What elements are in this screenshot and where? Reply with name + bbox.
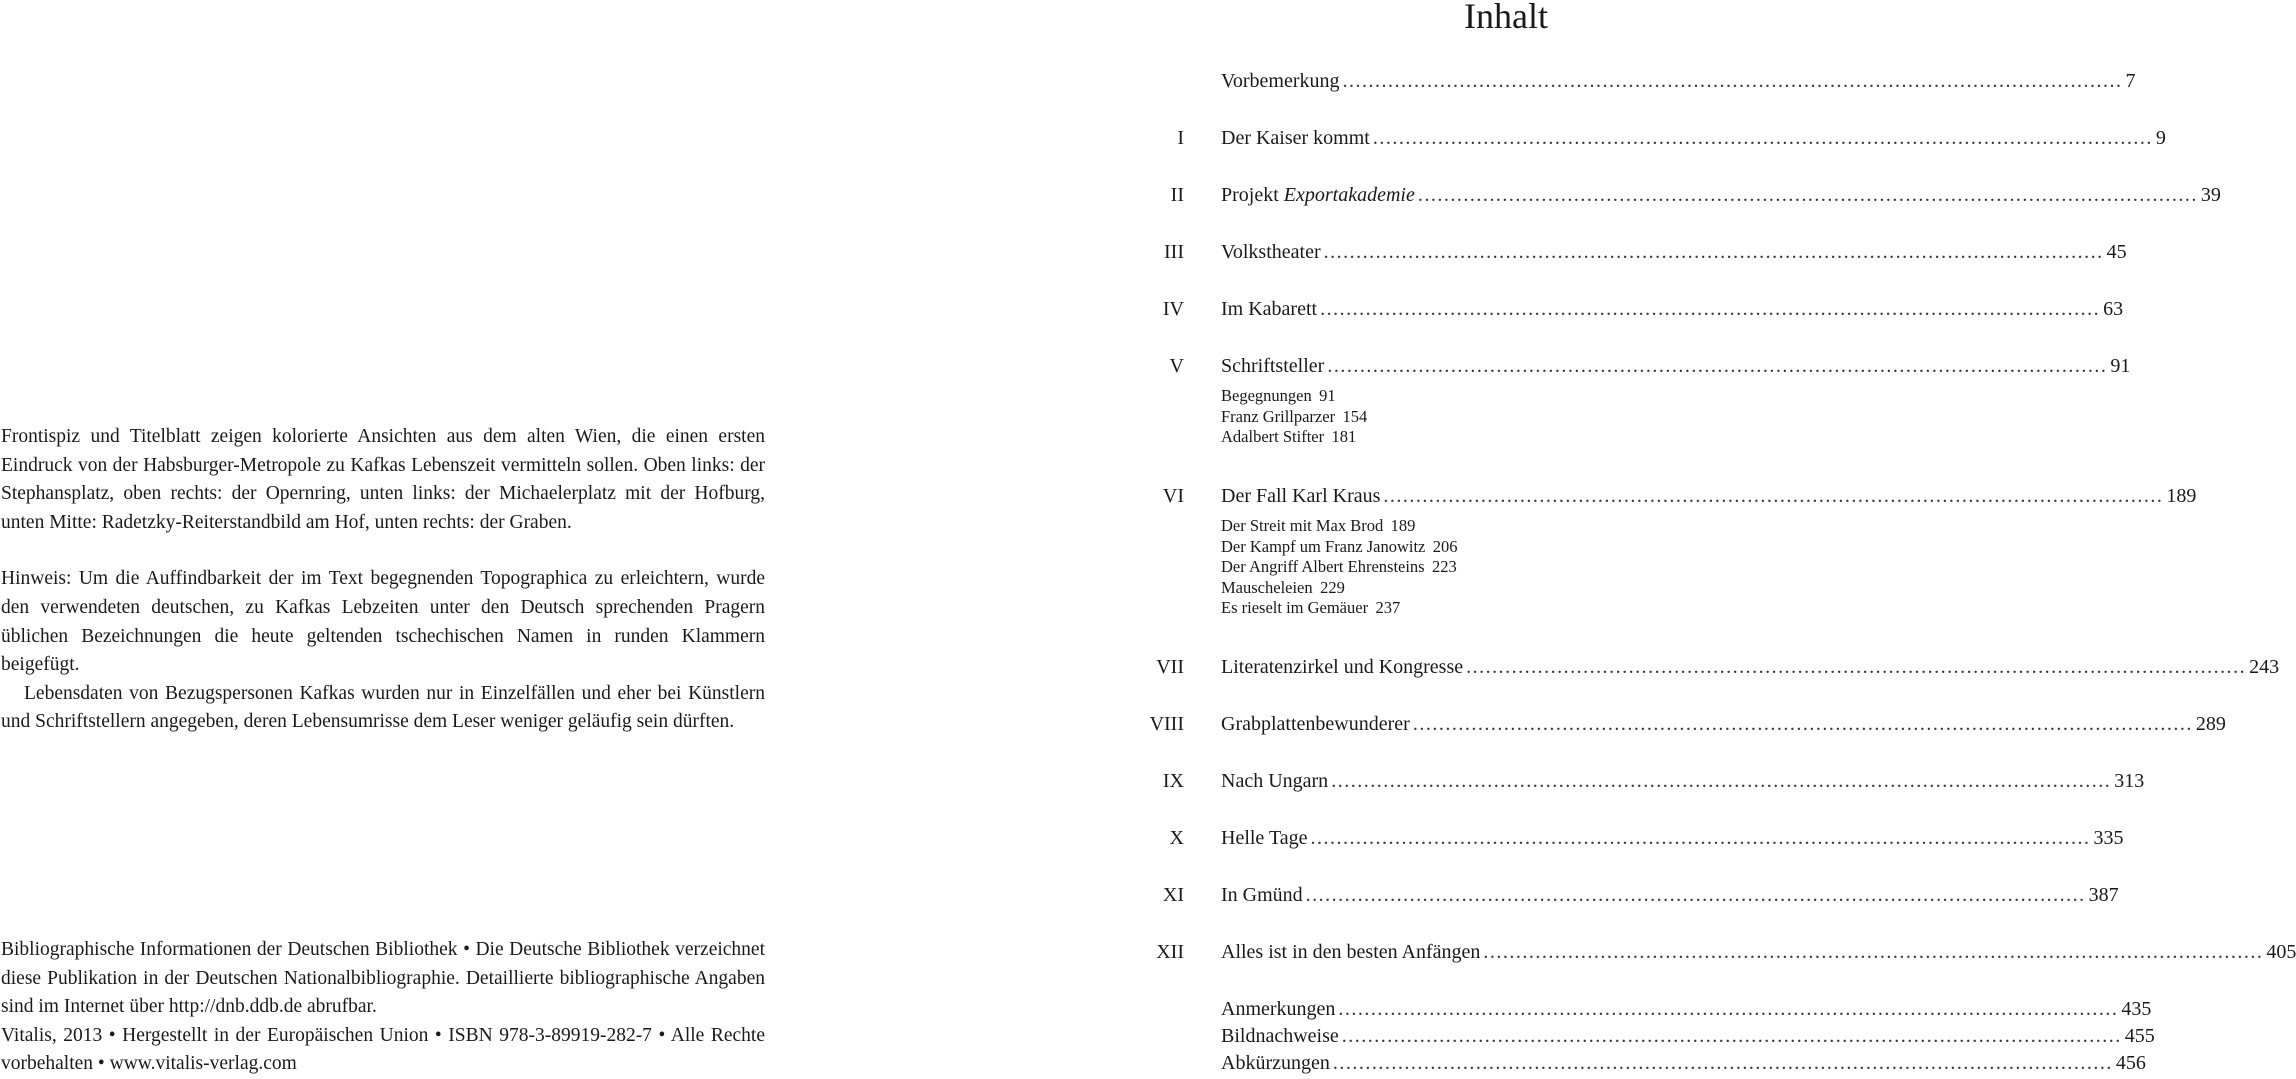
chapter-title: Nach Ungarn [1221,770,1329,792]
page-number: 405 [2266,941,2296,963]
chapter-title: Vorbemerkung [1221,70,1340,92]
editorial-notes [1,423,765,737]
page-number: 39 [2200,184,2221,206]
toc-entry-chapter-8[interactable] [1140,711,2226,737]
dot-leader: ........................................................................................................................ [1338,998,2119,1020]
page-number: 289 [2195,713,2226,735]
chapter-title: Bildnachweise [1221,1025,1339,1047]
chapter-title: Alles ist in den besten Anfängen [1221,941,1481,963]
imprint-line: Vitalis, 2013 • Hergestellt in der Europäischen Union • ISBN 978-3-89919-282-7 • Alle Rechte vorbehalten • www.vitalis-verlag.com [1,1024,765,1075]
page-number: 335 [2093,827,2124,849]
toc-entry-chapter-7[interactable] [1140,654,2280,680]
toc-entry-chapter-12[interactable] [1140,939,2296,965]
page-number: 313 [2114,770,2145,792]
subsection-item[interactable]: Der Kampf um Franz Janowitz 206 [1221,536,1458,556]
chapter-title: Literatenzirkel und Kongresse [1221,656,1464,678]
dot-leader: ........................................................................................................................ [1342,70,2123,92]
subsection-item[interactable]: Der Angriff Albert Ehrensteins 223 [1221,557,1457,576]
toc-entry-vorbemerkung[interactable] [1140,68,2136,94]
dot-leader: ........................................................................................................................ [1327,355,2108,377]
page-number: 189 [2166,485,2197,507]
toc-entry-chapter-5[interactable] [1140,353,2131,379]
page-number: 243 [2249,656,2280,678]
page-number: 387 [2088,884,2119,906]
toc-entry-chapter-4[interactable] [1140,296,2124,322]
toc-title: Inhalt [1464,0,1548,36]
chapter-title: Helle Tage [1221,827,1308,849]
dot-leader: ........................................................................................................................ [1323,241,2104,263]
chapter-title: Anmerkungen [1221,998,1336,1020]
page-number: 7 [2125,70,2136,92]
toc-entry-chapter-11[interactable] [1140,882,2119,908]
chapter-title: In Gmünd [1221,884,1303,906]
toc-entry-anmerkungen[interactable] [1140,996,2152,1022]
chapter-number: VII [1156,656,1184,678]
chapter-number: IX [1162,770,1184,792]
chapter-number: VI [1162,485,1184,507]
chapter-number: XI [1162,884,1184,906]
page-number: 45 [2106,241,2127,263]
life-dates-note: Lebensdaten von Bezugspersonen Kafkas wurden nur in Einzelfällen und eher bei Künstlern und Schriftstellern angegeben, deren Lebensumrisse dem Leser weniger geläufig sein dürften. [1,682,765,733]
chapter-number: V [1169,355,1184,377]
bibliographic-info [1,936,765,1079]
chapter-number: I [1177,127,1184,149]
chapter-number: II [1170,184,1184,206]
toc-entry-bildnachweise[interactable] [1140,1023,2155,1049]
subsection-item[interactable]: Franz Grillparzer 154 [1221,406,1368,426]
toc-entry-chapter-2[interactable] [1140,182,2221,208]
subsection-item[interactable]: Mauscheleien 229 [1221,577,1345,597]
frontispiece-note: Frontispiz und Titelblatt zeigen kolorierte Ansichten aus dem alten Wien, die einen ersten Eindruck von der Habsburger-Metropole zu Kafkas Lebenszeit vermitteln sollen. Oben links: der Stephansplatz, oben rechts: der Opernring, unten links: der Michaelerplatz mit der Hofburg, unten Mitte: Radetzky-Reiterstandbild am Hof, unten rechts: der Graben. [1,426,765,533]
dot-leader: ........................................................................................................................ [1483,941,2264,963]
chapter-title: Abkürzungen [1221,1052,1330,1074]
chapter-number: VIII [1149,713,1184,735]
chapter-number: X [1169,827,1184,849]
subsections-chapter-5 [1221,386,1367,448]
toc-entry-chapter-9[interactable] [1140,768,2145,794]
dot-leader: ........................................................................................................................ [1331,770,2112,792]
subsection-item[interactable]: Der Streit mit Max Brod 189 [1221,516,1416,535]
subsection-item[interactable]: Adalbert Stifter 181 [1221,427,1357,446]
page-number: 455 [2124,1025,2155,1047]
subsections-chapter-6 [1221,516,1458,619]
chapter-title: Volkstheater [1221,241,1321,263]
chapter-title: Projekt Exportakademie [1221,184,1415,206]
topography-note: Hinweis: Um die Auffindbarkeit der im Text begegnenden Topographica zu erleichtern, wurde den verwendeten deutschen, zu Kafkas Lebzeiten unter den Deutsch sprechenden Pragern üblichen Bezeichnungen die heute geltenden tschechischen Namen in runden Klammern beigefügt. [1,568,765,676]
page-number: 63 [2103,298,2124,320]
chapter-title: Der Fall Karl Kraus [1221,485,1381,507]
dot-leader: ........................................................................................................................ [1383,485,2164,507]
page-number: 456 [2115,1052,2146,1074]
subsection-item[interactable]: Es rieselt im Gemäuer 237 [1221,598,1401,617]
chapter-number: IV [1162,298,1184,320]
biblio-statement: Bibliographische Informationen der Deutschen Bibliothek • Die Deutsche Bibliothek verzeichnet diese Publikation in der Deutschen Nationalbibliographie. Detaillierte bibliographische Angaben sind im Internet über http://dnb.ddb.de abrufbar. [1,939,765,1018]
chapter-title: Im Kabarett [1221,298,1318,320]
toc-entry-chapter-6[interactable] [1140,483,2197,509]
page-number: 91 [2110,355,2131,377]
dot-leader: ........................................................................................................................ [1305,884,2086,906]
dot-leader: ........................................................................................................................ [1310,827,2091,849]
dot-leader: ........................................................................................................................ [1372,127,2153,149]
page-number: 435 [2121,998,2152,1020]
subsection-item[interactable]: Begegnungen 91 [1221,386,1336,405]
dot-leader: ........................................................................................................................ [1341,1025,2122,1047]
chapter-title: Grabplattenbewunderer [1221,713,1410,735]
toc-entry-chapter-3[interactable] [1140,239,2127,265]
chapter-title: Der Kaiser kommt [1221,127,1370,149]
chapter-number: III [1164,241,1184,263]
paragraph-gap [1,537,765,565]
dot-leader: ........................................................................................................................ [1332,1052,2113,1074]
toc-entry-abkuerzungen[interactable] [1140,1050,2146,1076]
toc-entry-chapter-10[interactable] [1140,825,2124,851]
chapter-number: XII [1156,941,1184,963]
dot-leader: ........................................................................................................................ [1417,184,2198,206]
chapter-title: Schriftsteller [1221,355,1325,377]
dot-leader: ........................................................................................................................ [1466,656,2247,678]
dot-leader: ........................................................................................................................ [1412,713,2193,735]
page-number: 9 [2155,127,2166,149]
dot-leader: ........................................................................................................................ [1320,298,2101,320]
toc-entry-chapter-1[interactable] [1140,125,2166,151]
